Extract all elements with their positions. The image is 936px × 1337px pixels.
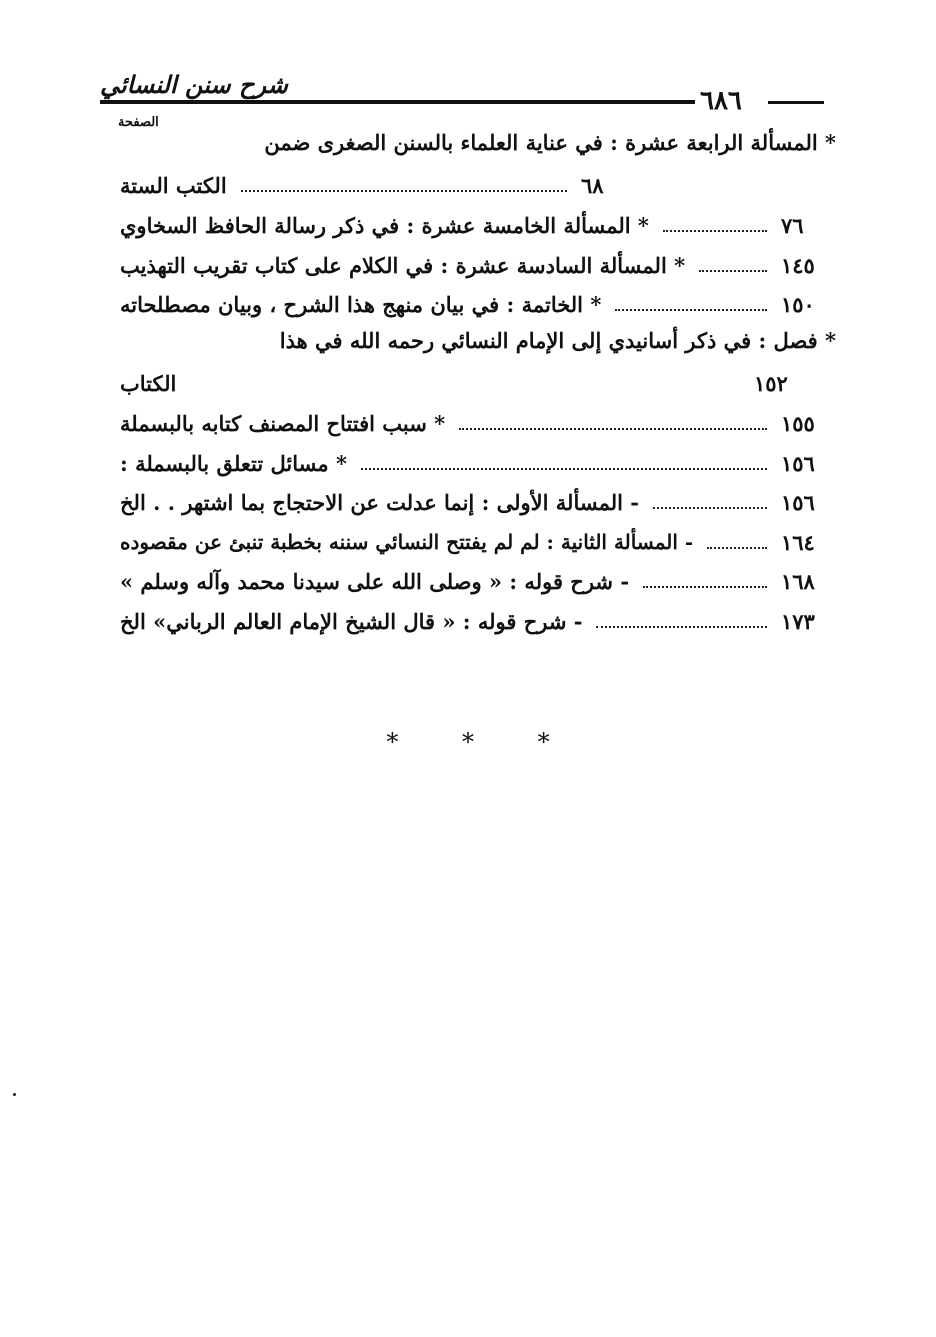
dot-leader — [643, 586, 767, 588]
toc-page-number: ١٥٦ — [781, 450, 815, 476]
toc-entry-text: - المسألة الثانية : لم لم يفتتح النسائي سننه بخطبة تنبئ عن مقصوده — [120, 530, 694, 554]
dot-leader — [707, 547, 767, 549]
header-rule — [100, 100, 695, 104]
toc-page-number: ١٦٤ — [781, 529, 815, 555]
dot-leader — [241, 190, 567, 192]
separator-star: * — [462, 728, 474, 756]
separator-star: * — [537, 728, 550, 756]
section-separator — [0, 728, 936, 756]
book-title: شرح سنن النسائي — [100, 70, 288, 99]
toc-entry-text: - شرح قوله : « وصلى الله على سيدنا محمد وآله وسلم » — [120, 568, 630, 594]
toc-entry — [120, 446, 836, 480]
toc-page-number: ١٦٨ — [781, 568, 815, 594]
toc-page-number: ١٥٢ — [754, 370, 788, 396]
toc-entry-text: - المسألة الأولى : إنما عدلت عن الاحتجاج بما اشتهر . . الخ — [120, 489, 639, 515]
toc-entry-text: * مسائل تتعلق بالبسملة : — [120, 450, 347, 476]
dot-leader — [653, 507, 767, 509]
page-number-dash — [768, 101, 824, 104]
toc-entry-text: * سبب افتتاح المصنف كتابه بالبسملة — [120, 410, 446, 436]
toc-page-number: ١٥٦ — [781, 489, 815, 515]
dot-leader — [596, 626, 767, 628]
toc-page-number: ١٥٥ — [781, 410, 815, 436]
toc-entry — [120, 248, 836, 282]
toc-entry-line: * المسألة الرابعة عشرة : في عناية العلماء بالسنن الصغرى ضمن — [264, 130, 836, 155]
toc-entry — [120, 168, 636, 202]
toc-page-number: ١٥٠ — [781, 291, 815, 317]
toc-entry — [120, 604, 836, 638]
toc-page-number: ١٤٥ — [781, 252, 815, 278]
toc-entry-text: * المسألة السادسة عشرة : في الكلام على كتاب تقريب التهذيب — [120, 252, 686, 278]
toc-entry — [120, 485, 836, 519]
toc-page-number: ٧٦ — [781, 212, 804, 238]
dot-leader — [699, 270, 767, 272]
toc-entry-text: الكتب الستة — [120, 172, 227, 198]
toc-entry — [120, 564, 836, 598]
toc-entry — [120, 525, 836, 559]
page-number: ٦٨٦ — [700, 86, 742, 116]
page-column-label: الصفحة — [118, 115, 159, 130]
toc-entry — [120, 287, 836, 321]
toc-page-number: ٦٨ — [581, 172, 604, 198]
dot-leader — [615, 309, 767, 311]
toc-entry — [120, 366, 809, 400]
toc-page-number: ١٧٣ — [781, 608, 815, 634]
toc-entry-line: * فصل : في ذكر أسانيدي إلى الإمام النسائي رحمه الله في هذا — [279, 328, 836, 353]
dot-leader — [361, 468, 767, 470]
toc-entry-text: الكتاب — [120, 370, 177, 396]
toc-entry-text: * الخاتمة : في بيان منهج هذا الشرح ، وبيان مصطلحاته — [120, 291, 602, 317]
separator-star: * — [386, 728, 399, 756]
toc-entry — [120, 406, 836, 440]
toc-entry-text: - شرح قوله : « قال الشيخ الإمام العالم الرباني» الخ — [120, 608, 583, 634]
toc-entry — [120, 208, 836, 242]
dot-leader — [663, 230, 767, 232]
toc-entry-text: * المسألة الخامسة عشرة : في ذكر رسالة الحافظ السخاوي — [120, 212, 649, 238]
dot-leader — [459, 428, 767, 430]
scan-speck — [13, 1093, 16, 1096]
